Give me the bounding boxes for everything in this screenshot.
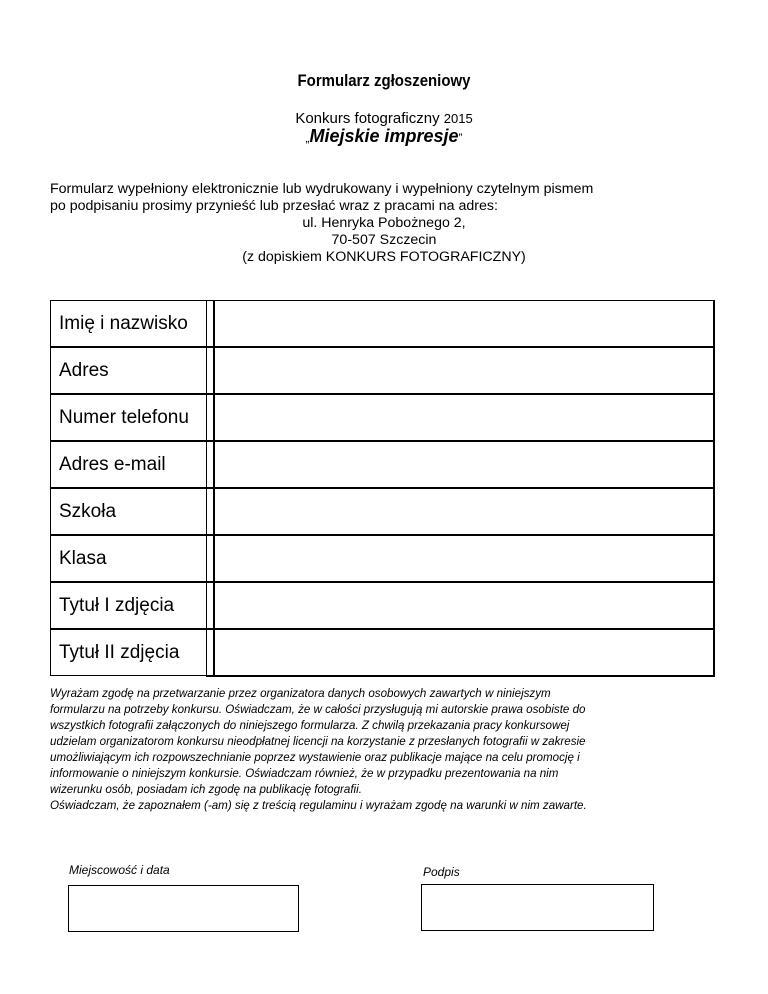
intro-line: Formularz wypełniony elektronicznie lub wydrukowany i wypełniony czytelnym pismem — [50, 181, 594, 197]
consent-line: Wyrażam zgodę na przetwarzanie przez organizatora danych osobowych zawartych w niniejszym — [50, 687, 551, 700]
form-row-class — [50, 535, 715, 582]
form-row-address — [50, 347, 715, 394]
photo2-title-field[interactable] — [206, 629, 715, 677]
field-label: Szkoła — [50, 488, 215, 535]
consent-line: udzielam organizatorom konkursu nieodpłatnej licencji na korzystanie z przesłanych fotografii w zakresie — [50, 735, 586, 748]
email-field[interactable] — [206, 441, 715, 489]
photo1-title-field[interactable] — [206, 582, 715, 630]
address-city: 70-507 Szczecin — [331, 232, 437, 248]
form-row-photo2-title — [50, 629, 715, 676]
school-field[interactable] — [206, 488, 715, 536]
contest-label: Konkurs fotograficzny — [295, 110, 440, 127]
form-title: Formularz zgłoszeniowy — [297, 71, 471, 90]
contest-motto — [0, 126, 768, 147]
place-date-field[interactable] — [68, 885, 299, 932]
intro-line: po podpisaniu prosimy przynieść lub przesłać wraz z pracami na adres: — [50, 198, 498, 214]
consent-line: wizerunku osób, posiadam ich zgodę na publikację fotografii. — [50, 783, 362, 796]
form-row-phone — [50, 394, 715, 441]
form-row-email — [50, 441, 715, 488]
field-label: Tytuł II zdjęcia — [50, 629, 215, 676]
field-label: Adres e-mail — [50, 441, 215, 488]
phone-field[interactable] — [206, 394, 715, 442]
place-date-label: Miejscowość i data — [69, 863, 170, 877]
field-label: Klasa — [50, 535, 215, 582]
signature-field[interactable] — [421, 884, 654, 931]
form-row-school — [50, 488, 715, 535]
consent-statement — [50, 686, 720, 814]
field-label: Tytuł I zdjęcia — [50, 582, 215, 629]
intro-text — [50, 181, 593, 215]
signature-label: Podpis — [423, 865, 460, 879]
motto-text: Miejskie impresje — [309, 126, 459, 146]
consent-line: wszystkich fotografii załączonych do niniejszego formularza. Z chwilą przekazania pracy konkursowej — [50, 719, 570, 732]
class-field[interactable] — [206, 535, 715, 583]
form-row-name — [50, 300, 715, 347]
consent-line: informowanie o niniejszym konkursie. Oświadczam również, że w przypadku prezentowania na nim — [50, 767, 559, 780]
consent-line: umożliwiającym ich rozpowszechnianie poprzez wystawienie oraz publikacje mające na celu promocję i — [50, 751, 580, 764]
consent-line: formularzu na potrzeby konkursu. Oświadczam, że w całości przysługują mi autorskie prawa osobiste do — [50, 703, 586, 716]
address-field[interactable] — [206, 347, 715, 395]
form-row-photo1-title — [50, 582, 715, 629]
field-label: Adres — [50, 347, 215, 394]
address-street: ul. Henryka Pobożnego 2, — [302, 215, 466, 231]
close-quote: ” — [458, 131, 463, 145]
field-label: Numer telefonu — [50, 394, 215, 441]
address-note: (z dopiskiem KONKURS FOTOGRAFICZNY) — [242, 249, 526, 265]
open-quote: „ — [305, 131, 310, 145]
name-field[interactable] — [206, 300, 715, 348]
field-label: Imię i nazwisko — [50, 300, 215, 347]
consent-line: Oświadczam, że zapoznałem (-am) się z treścią regulaminu i wyrażam zgodę na warunki w nim zawarte. — [50, 799, 587, 812]
contest-name — [0, 110, 768, 127]
entry-form-table — [50, 300, 715, 676]
contest-year: 2015 — [443, 111, 473, 126]
